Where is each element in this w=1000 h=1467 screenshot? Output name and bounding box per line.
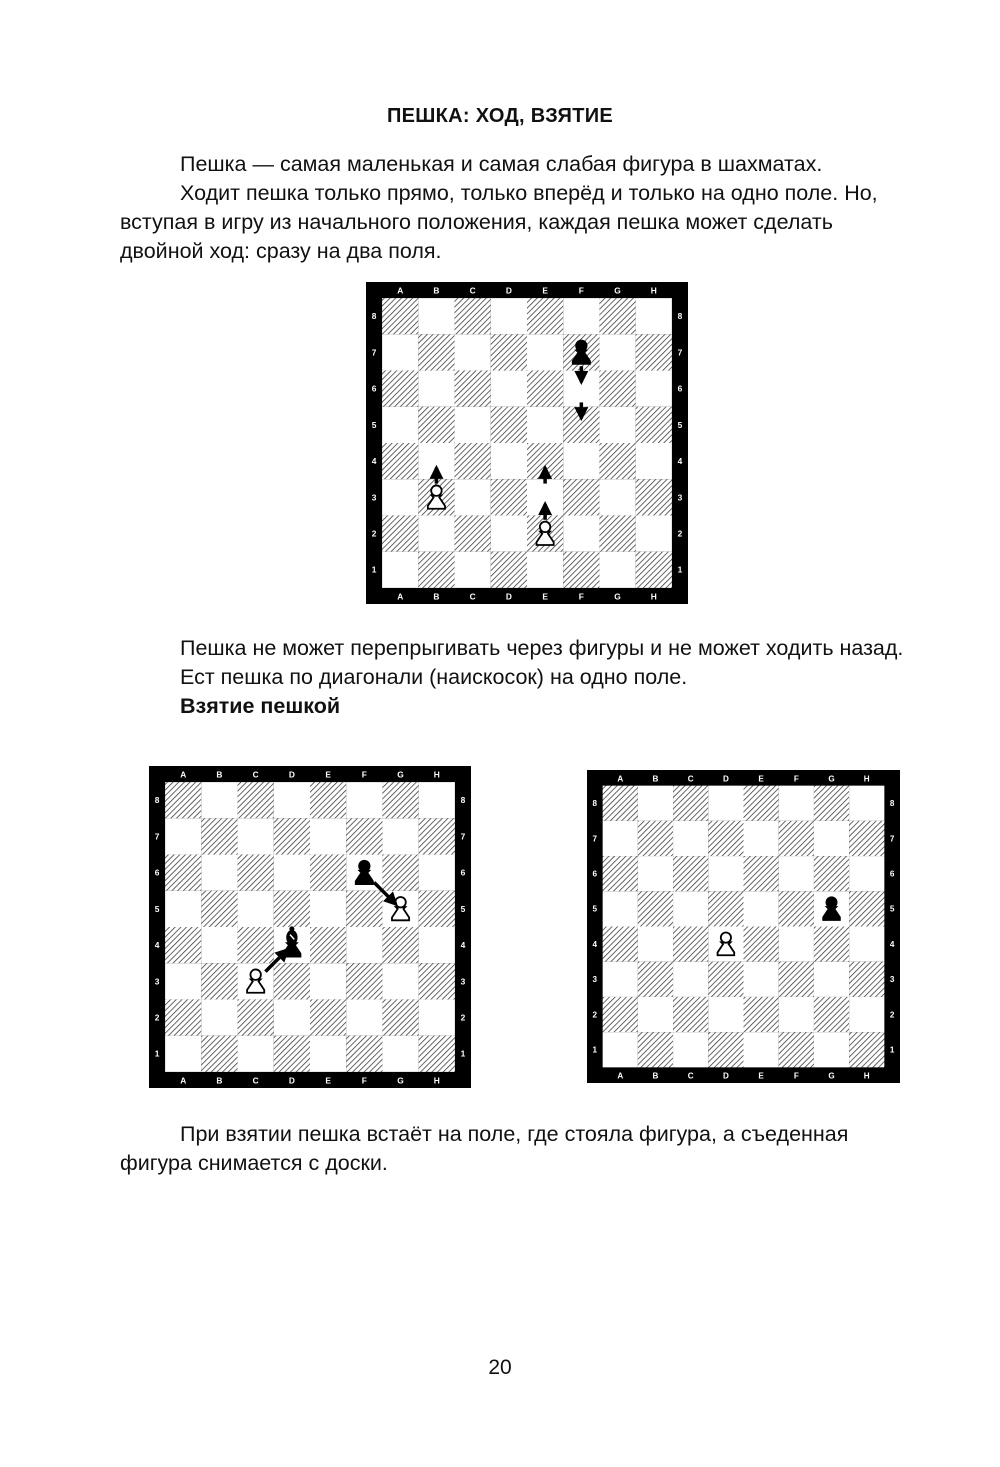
board-square-h2 (419, 999, 455, 1035)
file-label-top: C (687, 774, 694, 784)
board-square-e7 (527, 334, 563, 370)
rank-label-right: 4 (460, 940, 466, 951)
rank-label-left: 8 (154, 795, 160, 806)
board-square-g6 (382, 855, 418, 891)
board-square-f4 (346, 927, 382, 963)
file-label-bottom: A (180, 1075, 187, 1086)
board-square-f8 (779, 786, 814, 821)
rank-label-left: 5 (154, 903, 160, 914)
rank-label-left: 2 (371, 528, 377, 539)
board-square-b4 (201, 927, 237, 963)
board-square-g4 (599, 443, 635, 479)
board-square-d6 (491, 371, 527, 407)
board-square-b6 (201, 855, 237, 891)
file-label-bottom: B (216, 1075, 223, 1086)
file-label-bottom: F (361, 1075, 367, 1086)
file-label-top: H (433, 769, 440, 780)
board-square-c4 (673, 927, 708, 962)
board-square-a6 (603, 856, 638, 891)
board-square-a8 (603, 786, 638, 821)
file-label-bottom: H (863, 1071, 870, 1081)
chessboard-capture-before-svg (149, 766, 471, 1088)
board-square-h2 (849, 997, 884, 1032)
middle-paragraph-1: Пешка не может перепрыгивать через фигуры и не может ходить назад. (180, 636, 904, 660)
board-square-h8 (636, 298, 672, 334)
rank-label-right: 7 (889, 834, 895, 844)
board-square-b3 (638, 962, 673, 997)
board-square-d7 (274, 818, 310, 854)
file-label-bottom: C (252, 1075, 259, 1086)
board-square-a1 (382, 552, 418, 588)
board-square-d2 (274, 999, 310, 1035)
file-label-bottom: F (578, 591, 584, 602)
file-label-top: C (252, 769, 259, 780)
file-label-top: E (325, 769, 331, 780)
file-label-top: C (469, 285, 476, 296)
board-square-e6 (527, 371, 563, 407)
rank-label-left: 7 (371, 347, 377, 358)
board-square-g8 (382, 782, 418, 818)
rank-label-right: 3 (460, 976, 466, 987)
board-square-g2 (814, 997, 849, 1032)
board-square-b2 (201, 999, 237, 1035)
board-square-h7 (419, 818, 455, 854)
board-square-h6 (849, 856, 884, 891)
file-label-top: G (397, 769, 404, 780)
rank-label-left: 3 (371, 492, 377, 503)
rank-label-left: 2 (592, 1010, 598, 1020)
board-square-h3 (419, 963, 455, 999)
board-square-b5 (638, 891, 673, 926)
board-square-d5 (274, 891, 310, 927)
file-label-top: E (542, 285, 548, 296)
board-square-g4 (382, 927, 418, 963)
board-square-h8 (849, 786, 884, 821)
board-square-a2 (603, 997, 638, 1032)
board-square-f7 (779, 821, 814, 856)
rank-label-left: 5 (371, 419, 377, 430)
board-square-a6 (382, 371, 418, 407)
board-square-b1 (638, 1032, 673, 1067)
board-square-g8 (599, 298, 635, 334)
board-square-h3 (849, 962, 884, 997)
file-label-bottom: H (650, 591, 657, 602)
intro-paragraph-2: Ходит пешка только прямо, только вперёд и только на одно поле. Но, вступая в игру из начального положения, каждая пешка может сделать двойной ход: сразу на два поля. (120, 181, 878, 263)
rank-label-left: 5 (592, 904, 598, 914)
rank-label-left: 7 (154, 831, 160, 842)
board-square-f3 (779, 962, 814, 997)
board-square-g2 (382, 999, 418, 1035)
board-square-b1 (418, 552, 454, 588)
rank-label-left: 1 (371, 564, 377, 575)
board-square-b6 (638, 856, 673, 891)
board-square-h1 (849, 1032, 884, 1067)
board-square-a3 (165, 963, 201, 999)
board-square-a4 (382, 443, 418, 479)
file-label-top: A (397, 285, 404, 296)
file-label-bottom: D (722, 1071, 729, 1081)
board-square-d6 (708, 856, 743, 891)
board-square-f2 (346, 999, 382, 1035)
board-square-h3 (636, 479, 672, 515)
rank-label-right: 5 (677, 419, 683, 430)
board-square-h5 (419, 891, 455, 927)
board-square-f5 (346, 891, 382, 927)
board-square-g8 (814, 786, 849, 821)
file-label-top: F (361, 769, 367, 780)
board-square-h5 (636, 407, 672, 443)
board-square-e5 (744, 891, 779, 926)
file-label-top: F (793, 774, 799, 784)
board-square-g2 (599, 515, 635, 551)
board-square-a8 (165, 782, 201, 818)
file-label-bottom: A (397, 591, 404, 602)
board-square-f7 (346, 818, 382, 854)
board-square-d1 (491, 552, 527, 588)
board-square-c1 (238, 1036, 274, 1072)
board-square-d3 (274, 963, 310, 999)
board-square-c3 (673, 962, 708, 997)
board-square-f1 (563, 552, 599, 588)
rank-label-left: 8 (371, 311, 377, 322)
middle-paragraph-2: Ест пешка по диагонали (наискосок) на одно поле. (180, 665, 688, 689)
rank-label-right: 1 (677, 564, 683, 575)
board-square-e8 (310, 782, 346, 818)
board-square-a5 (603, 891, 638, 926)
board-square-a1 (165, 1036, 201, 1072)
board-square-d4 (491, 443, 527, 479)
capture-subheading: Взятие пешкой (180, 694, 341, 718)
board-square-g1 (814, 1032, 849, 1067)
board-square-d1 (274, 1036, 310, 1072)
board-square-e5 (310, 891, 346, 927)
closing-text (120, 1120, 910, 1178)
rank-label-left: 4 (592, 939, 598, 949)
board-square-g4 (814, 927, 849, 962)
file-label-bottom: E (542, 591, 548, 602)
rank-label-left: 8 (592, 799, 598, 809)
board-square-b7 (418, 334, 454, 370)
file-label-top: D (505, 285, 512, 296)
board-square-f8 (346, 782, 382, 818)
rank-label-right: 4 (677, 456, 683, 467)
board-square-c5 (673, 891, 708, 926)
board-square-d3 (708, 962, 743, 997)
file-label-top: B (652, 774, 659, 784)
board-square-g6 (814, 856, 849, 891)
board-square-c2 (455, 515, 491, 551)
board-square-g5 (599, 407, 635, 443)
board-square-c8 (238, 782, 274, 818)
board-square-e2 (744, 997, 779, 1032)
board-square-b8 (201, 782, 237, 818)
rank-label-right: 2 (889, 1010, 895, 1020)
board-square-d8 (708, 786, 743, 821)
rank-label-right: 3 (677, 492, 683, 503)
file-label-top: G (614, 285, 621, 296)
board-square-b7 (201, 818, 237, 854)
board-square-d1 (708, 1032, 743, 1067)
board-square-c2 (238, 999, 274, 1035)
file-label-top: F (578, 285, 584, 296)
file-label-bottom: E (758, 1071, 764, 1081)
board-square-g3 (814, 962, 849, 997)
board-square-c8 (673, 786, 708, 821)
board-square-e7 (310, 818, 346, 854)
file-label-top: E (758, 774, 764, 784)
board-square-d8 (274, 782, 310, 818)
rank-label-right: 8 (677, 311, 683, 322)
board-square-b5 (201, 891, 237, 927)
board-square-c5 (455, 407, 491, 443)
file-label-bottom: G (397, 1075, 404, 1086)
board-square-c4 (238, 927, 274, 963)
rank-label-right: 4 (889, 939, 895, 949)
board-square-c7 (673, 821, 708, 856)
rank-label-left: 2 (154, 1012, 160, 1023)
rank-label-left: 6 (154, 867, 160, 878)
board-square-c3 (455, 479, 491, 515)
intro-paragraph-1: Пешка — самая маленькая и самая слабая фигура в шахматах. (180, 152, 823, 176)
board-square-h6 (636, 371, 672, 407)
board-square-c1 (455, 552, 491, 588)
board-square-h4 (849, 927, 884, 962)
board-square-b6 (418, 371, 454, 407)
board-square-c4 (455, 443, 491, 479)
board-square-b1 (201, 1036, 237, 1072)
board-square-h7 (636, 334, 672, 370)
file-label-bottom: H (433, 1075, 440, 1086)
board-square-g3 (599, 479, 635, 515)
file-label-top: B (216, 769, 223, 780)
rank-label-right: 8 (460, 795, 466, 806)
board-square-b3 (201, 963, 237, 999)
board-square-h4 (636, 443, 672, 479)
board-square-e7 (744, 821, 779, 856)
board-square-c6 (455, 371, 491, 407)
rank-label-right: 2 (677, 528, 683, 539)
file-label-bottom: B (433, 591, 440, 602)
rank-label-left: 1 (154, 1048, 160, 1059)
board-square-f4 (779, 927, 814, 962)
board-square-a5 (382, 407, 418, 443)
board-square-a3 (603, 962, 638, 997)
file-label-top: D (288, 769, 295, 780)
board-square-e4 (744, 927, 779, 962)
board-square-c7 (238, 818, 274, 854)
middle-text (120, 634, 910, 721)
board-square-e3 (310, 963, 346, 999)
board-square-h1 (636, 552, 672, 588)
board-square-c6 (238, 855, 274, 891)
file-label-top: A (180, 769, 187, 780)
board-square-h4 (419, 927, 455, 963)
rank-label-right: 7 (460, 831, 466, 842)
board-square-d7 (491, 334, 527, 370)
board-square-a2 (382, 515, 418, 551)
chessboard-capture-after (587, 770, 900, 1083)
board-square-e5 (527, 407, 563, 443)
board-square-h6 (419, 855, 455, 891)
board-square-g7 (814, 821, 849, 856)
rank-label-right: 7 (677, 347, 683, 358)
file-label-bottom: E (325, 1075, 331, 1086)
chessboard-pawn-moves-svg (366, 282, 688, 604)
board-square-e1 (744, 1032, 779, 1067)
file-label-top: D (722, 774, 729, 784)
board-square-e1 (527, 552, 563, 588)
rank-label-right: 6 (677, 383, 683, 394)
board-square-a5 (165, 891, 201, 927)
board-square-b8 (418, 298, 454, 334)
board-square-e8 (744, 786, 779, 821)
board-square-e3 (744, 962, 779, 997)
board-square-f3 (346, 963, 382, 999)
rank-label-left: 3 (154, 976, 160, 987)
rank-label-left: 4 (371, 456, 377, 467)
file-label-bottom: D (505, 591, 512, 602)
rank-label-right: 6 (889, 869, 895, 879)
board-square-b5 (418, 407, 454, 443)
board-square-a6 (165, 855, 201, 891)
rank-label-left: 3 (592, 975, 598, 985)
board-square-h1 (419, 1036, 455, 1072)
board-square-f1 (346, 1036, 382, 1072)
chessboard-pawn-moves (366, 282, 688, 604)
board-square-b4 (638, 927, 673, 962)
chessboard-capture-after-svg (587, 770, 900, 1083)
board-square-a1 (603, 1032, 638, 1067)
file-label-bottom: F (793, 1071, 799, 1081)
file-label-top: H (650, 285, 657, 296)
board-square-f4 (563, 443, 599, 479)
board-square-d7 (708, 821, 743, 856)
board-square-e4 (310, 927, 346, 963)
board-square-a4 (603, 927, 638, 962)
board-square-f2 (779, 997, 814, 1032)
board-square-g3 (382, 963, 418, 999)
board-square-c7 (455, 334, 491, 370)
rank-label-right: 5 (889, 904, 895, 914)
rank-label-right: 1 (889, 1045, 895, 1055)
board-square-b2 (638, 997, 673, 1032)
board-square-g1 (599, 552, 635, 588)
intro-text (120, 150, 910, 266)
file-label-bottom: C (687, 1071, 694, 1081)
board-square-g1 (382, 1036, 418, 1072)
board-square-c1 (673, 1032, 708, 1067)
board-square-a7 (603, 821, 638, 856)
rank-label-right: 2 (460, 1012, 466, 1023)
rank-label-right: 8 (889, 799, 895, 809)
board-square-c5 (238, 891, 274, 927)
board-square-d2 (708, 997, 743, 1032)
board-square-h8 (419, 782, 455, 818)
board-square-b8 (638, 786, 673, 821)
board-square-d2 (491, 515, 527, 551)
board-square-g6 (599, 371, 635, 407)
file-label-top: A (617, 774, 624, 784)
board-square-a2 (165, 999, 201, 1035)
board-square-a8 (382, 298, 418, 334)
rank-label-left: 4 (154, 940, 160, 951)
board-square-g7 (599, 334, 635, 370)
board-square-a7 (382, 334, 418, 370)
board-square-d5 (708, 891, 743, 926)
file-label-top: G (828, 774, 835, 784)
board-square-e6 (310, 855, 346, 891)
closing-paragraph: При взятии пешка встаёт на поле, где стояла фигура, а съеденная фигура снимается с доски. (120, 1122, 849, 1175)
board-square-h7 (849, 821, 884, 856)
rank-label-left: 7 (592, 834, 598, 844)
rank-label-right: 3 (889, 975, 895, 985)
board-square-b7 (638, 821, 673, 856)
file-label-top: H (863, 774, 870, 784)
rank-label-right: 1 (460, 1048, 466, 1059)
board-square-a3 (382, 479, 418, 515)
board-square-e2 (310, 999, 346, 1035)
board-square-d8 (491, 298, 527, 334)
rank-label-left: 6 (371, 383, 377, 394)
board-square-a7 (165, 818, 201, 854)
rank-label-right: 5 (460, 903, 466, 914)
file-label-bottom: G (614, 591, 621, 602)
board-square-f5 (779, 891, 814, 926)
board-square-f6 (779, 856, 814, 891)
board-square-d6 (274, 855, 310, 891)
board-square-c6 (673, 856, 708, 891)
board-square-e6 (744, 856, 779, 891)
rank-label-left: 6 (592, 869, 598, 879)
file-label-bottom: D (288, 1075, 295, 1086)
chessboard-capture-before (149, 766, 471, 1088)
board-square-c2 (673, 997, 708, 1032)
board-square-e1 (310, 1036, 346, 1072)
board-square-a4 (165, 927, 201, 963)
board-square-f2 (563, 515, 599, 551)
board-square-b2 (418, 515, 454, 551)
page-number: 20 (488, 1356, 512, 1379)
board-square-d3 (491, 479, 527, 515)
file-label-bottom: B (652, 1071, 659, 1081)
board-square-e8 (527, 298, 563, 334)
board-square-f3 (563, 479, 599, 515)
board-square-h5 (849, 891, 884, 926)
board-square-d5 (491, 407, 527, 443)
board-square-f8 (563, 298, 599, 334)
board-square-f1 (779, 1032, 814, 1067)
board-square-c8 (455, 298, 491, 334)
file-label-bottom: G (828, 1071, 835, 1081)
rank-label-left: 1 (592, 1045, 598, 1055)
rank-label-right: 6 (460, 867, 466, 878)
board-square-g7 (382, 818, 418, 854)
board-square-h2 (636, 515, 672, 551)
file-label-bottom: A (617, 1071, 624, 1081)
file-label-bottom: C (469, 591, 476, 602)
page-title: ПЕШКА: ХОД, ВЗЯТИЕ (386, 105, 614, 127)
file-label-top: B (433, 285, 440, 296)
